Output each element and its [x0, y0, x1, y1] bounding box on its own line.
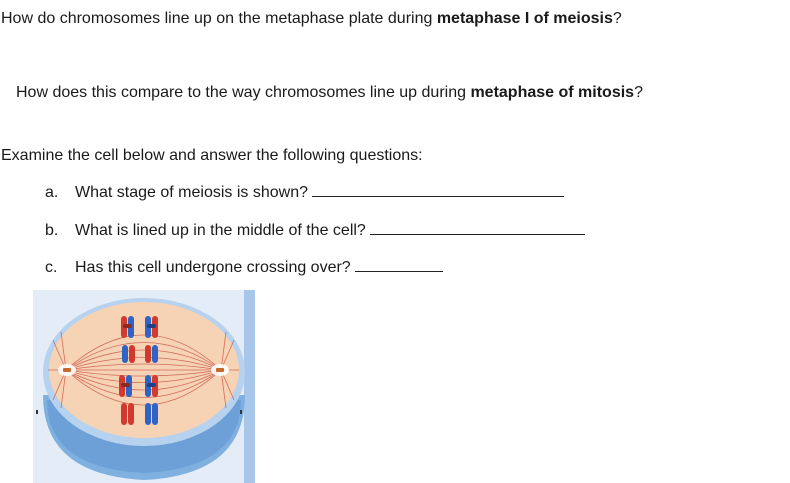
chromatid	[152, 403, 158, 425]
question-1	[1, 10, 622, 28]
chromatid	[121, 403, 127, 425]
centromere	[147, 324, 156, 328]
answer-blank-c[interactable]	[355, 257, 443, 272]
centriole-right	[216, 368, 224, 372]
chromatid	[122, 345, 128, 363]
chromatid	[145, 403, 151, 425]
centromere	[147, 383, 156, 387]
answer-blank-b[interactable]	[370, 220, 585, 235]
chromatid	[129, 345, 135, 363]
chromatid	[152, 345, 158, 363]
sub-question-a-label: a.	[45, 184, 59, 201]
sub-question-c-text: Has this cell undergone crossing over?	[75, 259, 351, 276]
sub-question-c-label: c.	[45, 259, 58, 276]
sub-question-b-label: b.	[45, 222, 59, 239]
sub-question-a-text: What stage of meiosis is shown?	[75, 184, 308, 201]
centromere	[121, 383, 130, 387]
chromatid	[128, 403, 134, 425]
question-2-emphasis: metaphase of mitosis	[470, 84, 635, 101]
centriole-left	[63, 368, 71, 372]
meiosis-cell-figure	[33, 290, 255, 483]
figure-mark-left	[36, 410, 38, 414]
question-1-emphasis: metaphase I of meiosis	[436, 10, 613, 27]
chromatid	[145, 345, 151, 363]
sub-question-c	[45, 257, 443, 277]
centromere	[123, 324, 132, 328]
question-1-end: ?	[612, 10, 622, 27]
figure-side-bar	[244, 290, 255, 483]
sub-question-b-text: What is lined up in the middle of the cell?	[75, 222, 366, 239]
sub-question-b	[45, 220, 585, 240]
sub-question-a	[45, 182, 564, 202]
question-2	[16, 84, 643, 102]
answer-blank-a[interactable]	[312, 182, 564, 197]
question-1-text: How do chromosomes line up on the metaphase plate during	[1, 10, 437, 27]
figure-mark-right	[240, 410, 242, 414]
examine-intro: Examine the cell below and answer the following questions:	[1, 147, 423, 164]
question-2-text: How does this compare to the way chromosomes line up during	[16, 84, 471, 101]
question-2-end: ?	[634, 84, 643, 101]
